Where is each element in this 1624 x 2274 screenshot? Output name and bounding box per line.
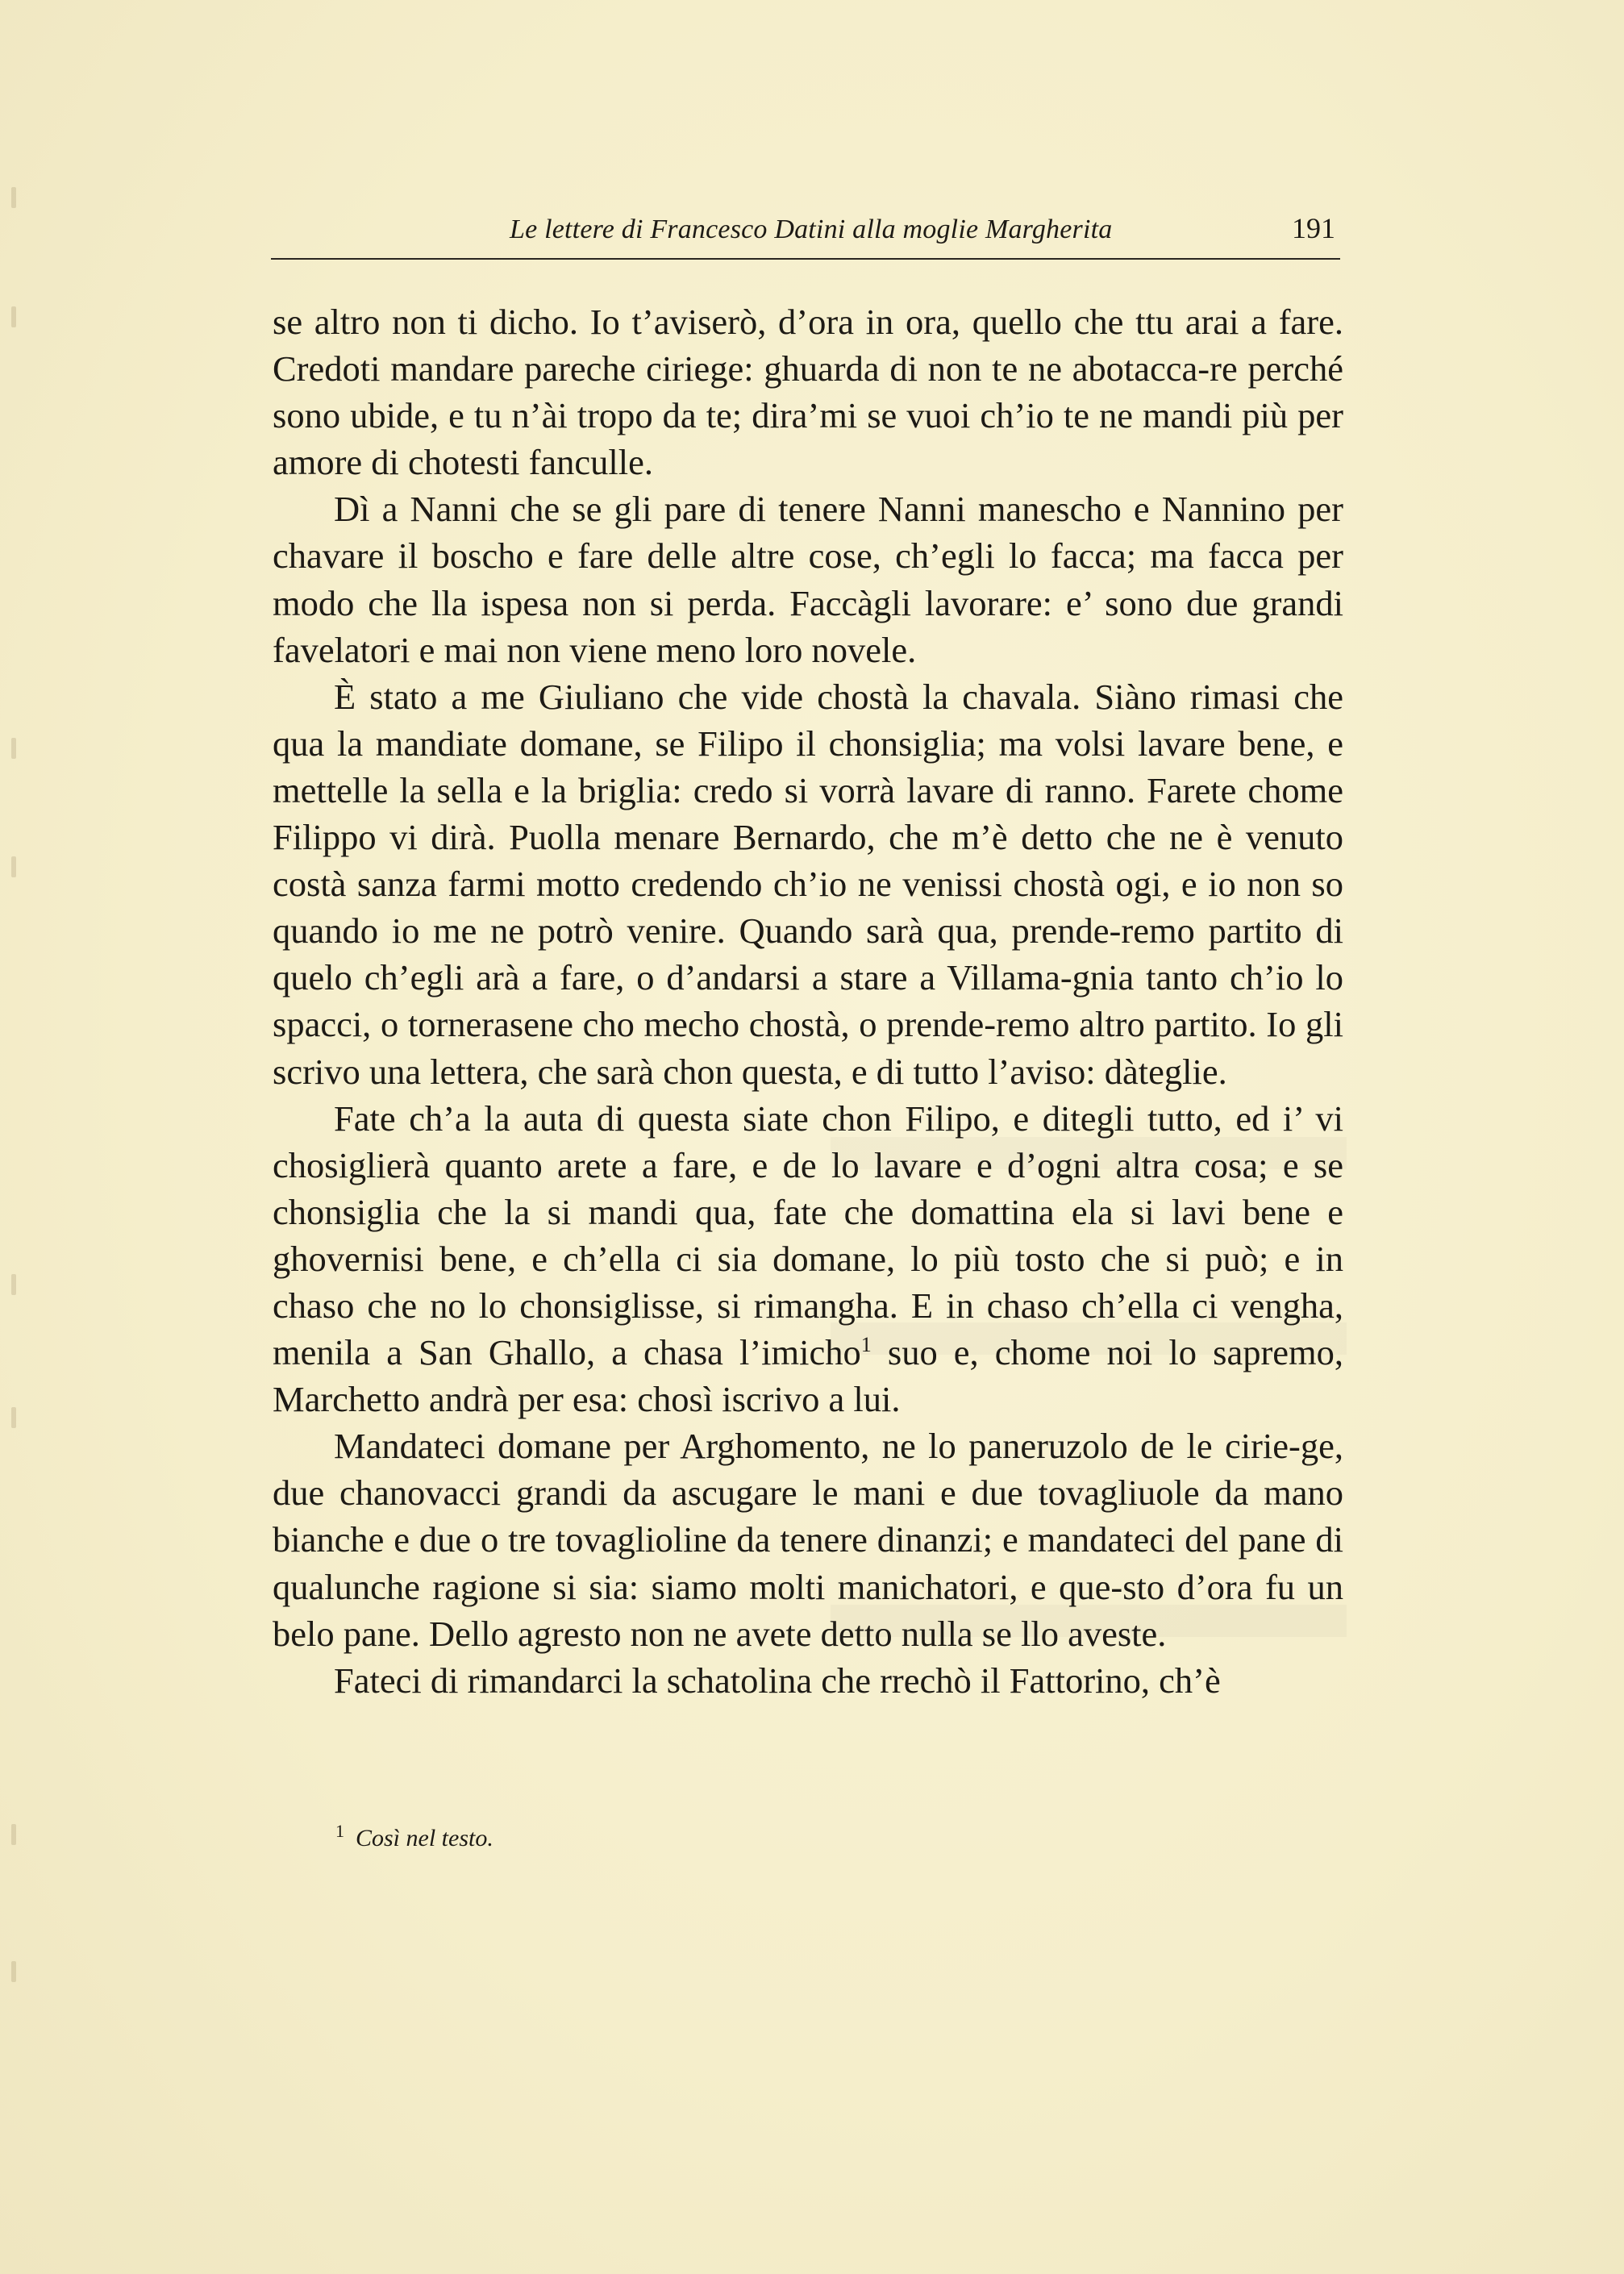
margin-mark [11, 306, 16, 327]
paragraph: Mandateci domane per Arghomento, ne lo paneruzolo de le cirie-ge, due chanovacci grandi da ascugare le mani e due tovagliuole da mano bianche e due o tre tovaglioline da tenere dinanzi; e mandateci del pane di qualunche ragione si sia: siamo molti manichatori, e que-sto d’ora fu un belo pane. Dello agresto non ne avete detto nulla se llo aveste. [273, 1426, 1343, 1654]
paragraph [273, 1095, 1343, 1423]
footnote-text: Così nel testo. [356, 1825, 493, 1851]
footnote-reference[interactable]: 1 [860, 1333, 872, 1357]
margin-mark [11, 856, 16, 877]
paragraph: È stato a me Giuliano che vide chostà la chavala. Siàno rimasi che qua la mandiate domane, se Filipo il chonsiglia; ma volsi lavare bene, e mettelle la sella e la briglia: credo si vorrà lavare di ranno. Farete chome Filippo vi dirà. Puolla menare Bernardo, che m’è detto che ne è venuto costà sanza farmi motto credendo ch’io ne venissi chostà ogi, e io non so quando io me ne potrò venire. Quando sarà qua, prende-remo partito di quelo ch’egli arà a fare, o d’andarsi a stare a Villama-gnia tanto ch’io lo spacci, o tornerasene cho mecho chostà, o prende-remo altro partito. Io gli scrivo una lettera, che sarà chon questa, e di tutto l’aviso: dàteglie. [273, 676, 1343, 1092]
paragraph: Dì a Nanni che se gli pare di tenere Nanni manescho e Nannino per chavare il boscho e fare delle altre cose, ch’egli lo facca; ma facca per modo che lla ispesa non si perda. Faccàgli lavorare: e’ sono due grandi favelatori e mai non viene meno loro novele. [273, 489, 1343, 670]
paragraph: se altro non ti dicho. Io t’aviserò, d’ora in ora, quello che ttu arai a fare. Credoti mandare pareche ciriege: ghuarda di non te ne abotacca-re perché sono ubide, e tu n’ài tropo da te; dira’mi se vuoi ch’io te ne mandi più per amore di chotesti fanculle. [273, 302, 1343, 483]
paragraph-text: suo e, chome noi lo sapremo, Marchetto andrà per esa: chosì iscrivo a lui. [273, 1332, 1344, 1420]
margin-mark [11, 1824, 16, 1845]
margin-mark [11, 738, 16, 759]
running-title: Le lettere di Francesco Datini alla moglie Margherita [510, 214, 1113, 244]
footnote-number: 1 [335, 1821, 344, 1841]
margin-mark [11, 1407, 16, 1428]
margin-mark [11, 1961, 16, 1982]
running-header [271, 208, 1340, 260]
paragraph: Fateci di rimandarci la schatolina che rrechò il Fattorino, ch’è [334, 1660, 1221, 1701]
footnote [335, 1821, 493, 1852]
body-text [273, 298, 1343, 1704]
margin-mark [11, 1274, 16, 1295]
margin-mark [11, 187, 16, 208]
page-number: 191 [1292, 212, 1335, 244]
paragraph-text: Fate ch’a la auta di questa siate chon Filipo, e ditegli tutto, ed i’ vi chosiglierà quanto arete a fare, e de lo lavare e d’ogni altra cosa; e se chonsiglia che la si mandi qua, fate che domattina ela si lavi bene e ghovernisi bene, e ch’ella ci sia domane, lo più tosto che si può; e in chaso che no lo chonsiglisse, si rimangha. E in chaso ch’ella ci vengha, menila a San Ghallo, a chasa l’imicho [273, 1097, 1343, 1373]
